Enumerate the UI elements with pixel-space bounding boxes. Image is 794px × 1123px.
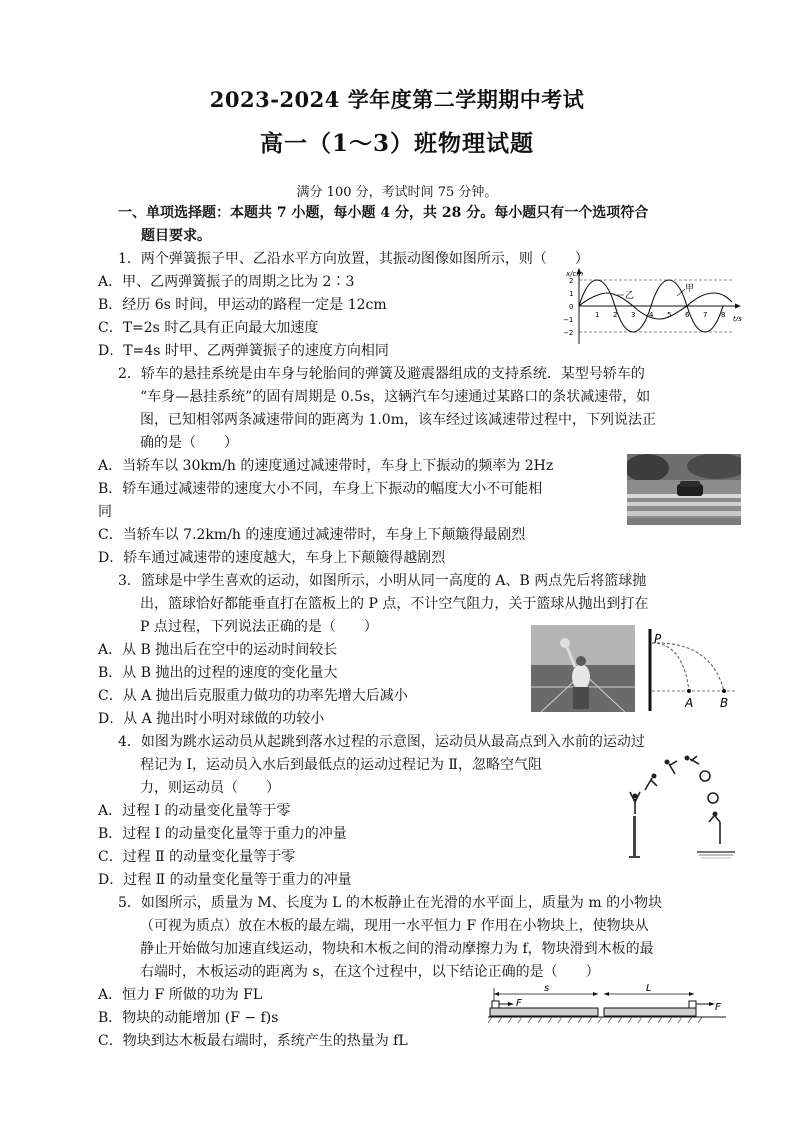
q1-x-tick: 7 — [703, 311, 708, 319]
exam-title: 2023-2024 学年度第二学期期中考试 — [209, 87, 585, 112]
q4-option-b[interactable]: B．过程 Ⅰ 的动量变化量等于重力的冲量 — [98, 826, 347, 842]
q4-diver-diagram — [617, 752, 745, 862]
q1-x-tick: 4 — [649, 311, 654, 319]
q2-stem-line: 确的是（ ） — [140, 435, 238, 451]
q1-option-d[interactable]: D．T=4s 时甲、乙两弹簧振子的速度方向相同 — [98, 343, 389, 359]
q1-y-tick: 0 — [569, 303, 574, 311]
q1-y-tick: 2 — [569, 277, 574, 285]
q1-x-tick: 6 — [685, 311, 690, 319]
q5-option-c[interactable]: C．物块到达木板最右端时，系统产生的热量为 fL — [98, 1033, 408, 1049]
q3-label-p: P — [654, 632, 662, 646]
q5-stem-line: 右端时，木板运动的距离为 s，在这个过程中，以下结论正确的是（ ） — [140, 964, 600, 980]
section-heading-cont: 题目要求。 — [141, 228, 211, 244]
q5-label-s: s — [544, 983, 550, 994]
exam-info: 满分 100 分，考试时间 75 分钟。 — [296, 185, 498, 200]
q1-x-tick: 2 — [613, 311, 618, 319]
q2-option-b-cont: 同 — [98, 504, 112, 520]
q1-option-b[interactable]: B．经历 6s 时间，甲运动的路程一定是 12cm — [98, 297, 387, 313]
q5-label-f2: F — [715, 1002, 721, 1013]
exam-subtitle: 高一（1～3）班物理试题 — [259, 130, 534, 157]
q2-stem-line: “车身—悬挂系统”的固有周期是 0.5s，这辆汽车匀速通过某路口的条状减速带，如 — [140, 389, 651, 405]
q1-oscillation-graph — [557, 266, 747, 348]
q3-stem-line: 3．篮球是中学生喜欢的运动，如图所示，小明从同一高度的 A、B 两点先后将篮球抛 — [118, 573, 647, 589]
q2-option-d[interactable]: D．轿车通过减速带的速度越大，车身上下颠簸得越剧烈 — [98, 550, 446, 566]
q1-stem: 1．两个弹簧振子甲、乙沿水平方向放置，其振动图像如图所示，则（ ） — [118, 251, 589, 267]
q3-option-d[interactable]: D．从 A 抛出时小明对球做的功较小 — [98, 711, 325, 727]
q3-trajectory-diagram — [645, 625, 740, 715]
q2-option-b[interactable]: B．轿车通过减速带的速度大小不同，车身上下振动的幅度大小不可能相 — [98, 481, 543, 497]
q5-plank-diagram — [486, 980, 730, 1026]
q5-stem-line: 静止开始做匀加速直线运动，物块和木板之间的滑动摩擦力为 f，物块滑到木板的最 — [140, 941, 654, 957]
q4-option-d[interactable]: D．过程 Ⅱ 的动量变化量等于重力的冲量 — [98, 872, 352, 888]
q1-x-tick: 3 — [631, 311, 636, 319]
q5-label-f1: F — [516, 998, 522, 1009]
q4-stem-line: 4．如图为跳水运动员从起跳到落水过程的示意图，运动员从最高点到入水前的运动过 — [118, 734, 645, 750]
q2-car-photo — [627, 454, 741, 525]
q3-label-b: B — [720, 696, 729, 710]
q1-label-yi: 乙 — [625, 291, 635, 301]
q4-stem-line: 力，则运动员（ ） — [140, 780, 280, 796]
q5-option-b[interactable]: B．物块的动能增加 (F − f)s — [98, 1010, 279, 1026]
q1-x-tick: 5 — [667, 311, 672, 319]
q3-basketball-photo — [531, 625, 635, 712]
q1-y-axis-label: x/cm — [566, 270, 584, 278]
q1-x-tick: 8 — [721, 311, 726, 319]
q1-label-jia: 甲 — [685, 284, 695, 294]
q1-option-a[interactable]: A．甲、乙两弹簧振子的周期之比为 2∶3 — [98, 274, 355, 290]
q3-option-a[interactable]: A．从 B 抛出后在空中的运动时间较长 — [98, 642, 338, 658]
q1-y-tick: −2 — [563, 329, 574, 337]
q5-option-a[interactable]: A．恒力 F 所做的功为 FL — [98, 987, 263, 1003]
q1-y-tick: −1 — [563, 316, 574, 324]
q3-label-a: A — [685, 696, 694, 710]
q1-x-axis-label: t/s — [733, 315, 742, 323]
q5-stem-line: 5．如图所示，质量为 M、长度为 L 的木板静止在光滑的水平面上，质量为 m 的小物块 — [118, 895, 663, 911]
q1-option-c[interactable]: C．T=2s 时乙具有正向最大加速度 — [98, 320, 319, 336]
q2-option-a[interactable]: A．当轿车以 30km/h 的速度通过减速带时，车身上下振动的频率为 2Hz — [98, 458, 554, 474]
q3-option-c[interactable]: C．从 A 抛出后克服重力做功的功率先增大后减小 — [98, 688, 408, 704]
q4-option-a[interactable]: A．过程 Ⅰ 的动量变化量等于零 — [98, 803, 291, 819]
q1-x-tick: 1 — [595, 311, 600, 319]
q3-stem-line: P 点过程，下列说法正确的是（ ） — [140, 619, 378, 635]
q4-option-c[interactable]: C．过程 Ⅱ 的动量变化量等于零 — [98, 849, 296, 865]
q2-stem-line: 图，已知相邻两条减速带间的距离为 1.0m，该车经过该减速带过程中，下列说法正 — [140, 412, 656, 428]
q5-stem-line: （可视为质点）放在木板的最左端，现用一水平恒力 F 作用在小物块上，使物块从 — [140, 918, 649, 934]
q1-y-tick: 1 — [569, 290, 574, 298]
section-heading: 一、单项选择题：本题共 7 小题，每小题 4 分，共 28 分。每小题只有一个选项符合 — [118, 205, 649, 221]
q3-option-b[interactable]: B．从 B 抛出的过程的速度的变化量大 — [98, 665, 338, 681]
q4-stem-line: 程记为 Ⅰ，运动员入水后到最低点的运动过程记为 Ⅱ，忽略空气阻 — [140, 757, 542, 773]
q2-stem-line: 2．轿车的悬挂系统是由车身与轮胎间的弹簧及避震器组成的支持系统．某型号轿车的 — [118, 366, 645, 382]
q2-option-c[interactable]: C．当轿车以 7.2km/h 的速度通过减速带时，车身上下颠簸得最剧烈 — [98, 527, 526, 543]
q3-stem-line: 出，篮球恰好都能垂直打在篮板上的 P 点，不计空气阻力，关于篮球从抛出到打在 — [140, 596, 649, 612]
q5-label-l: L — [646, 983, 652, 994]
